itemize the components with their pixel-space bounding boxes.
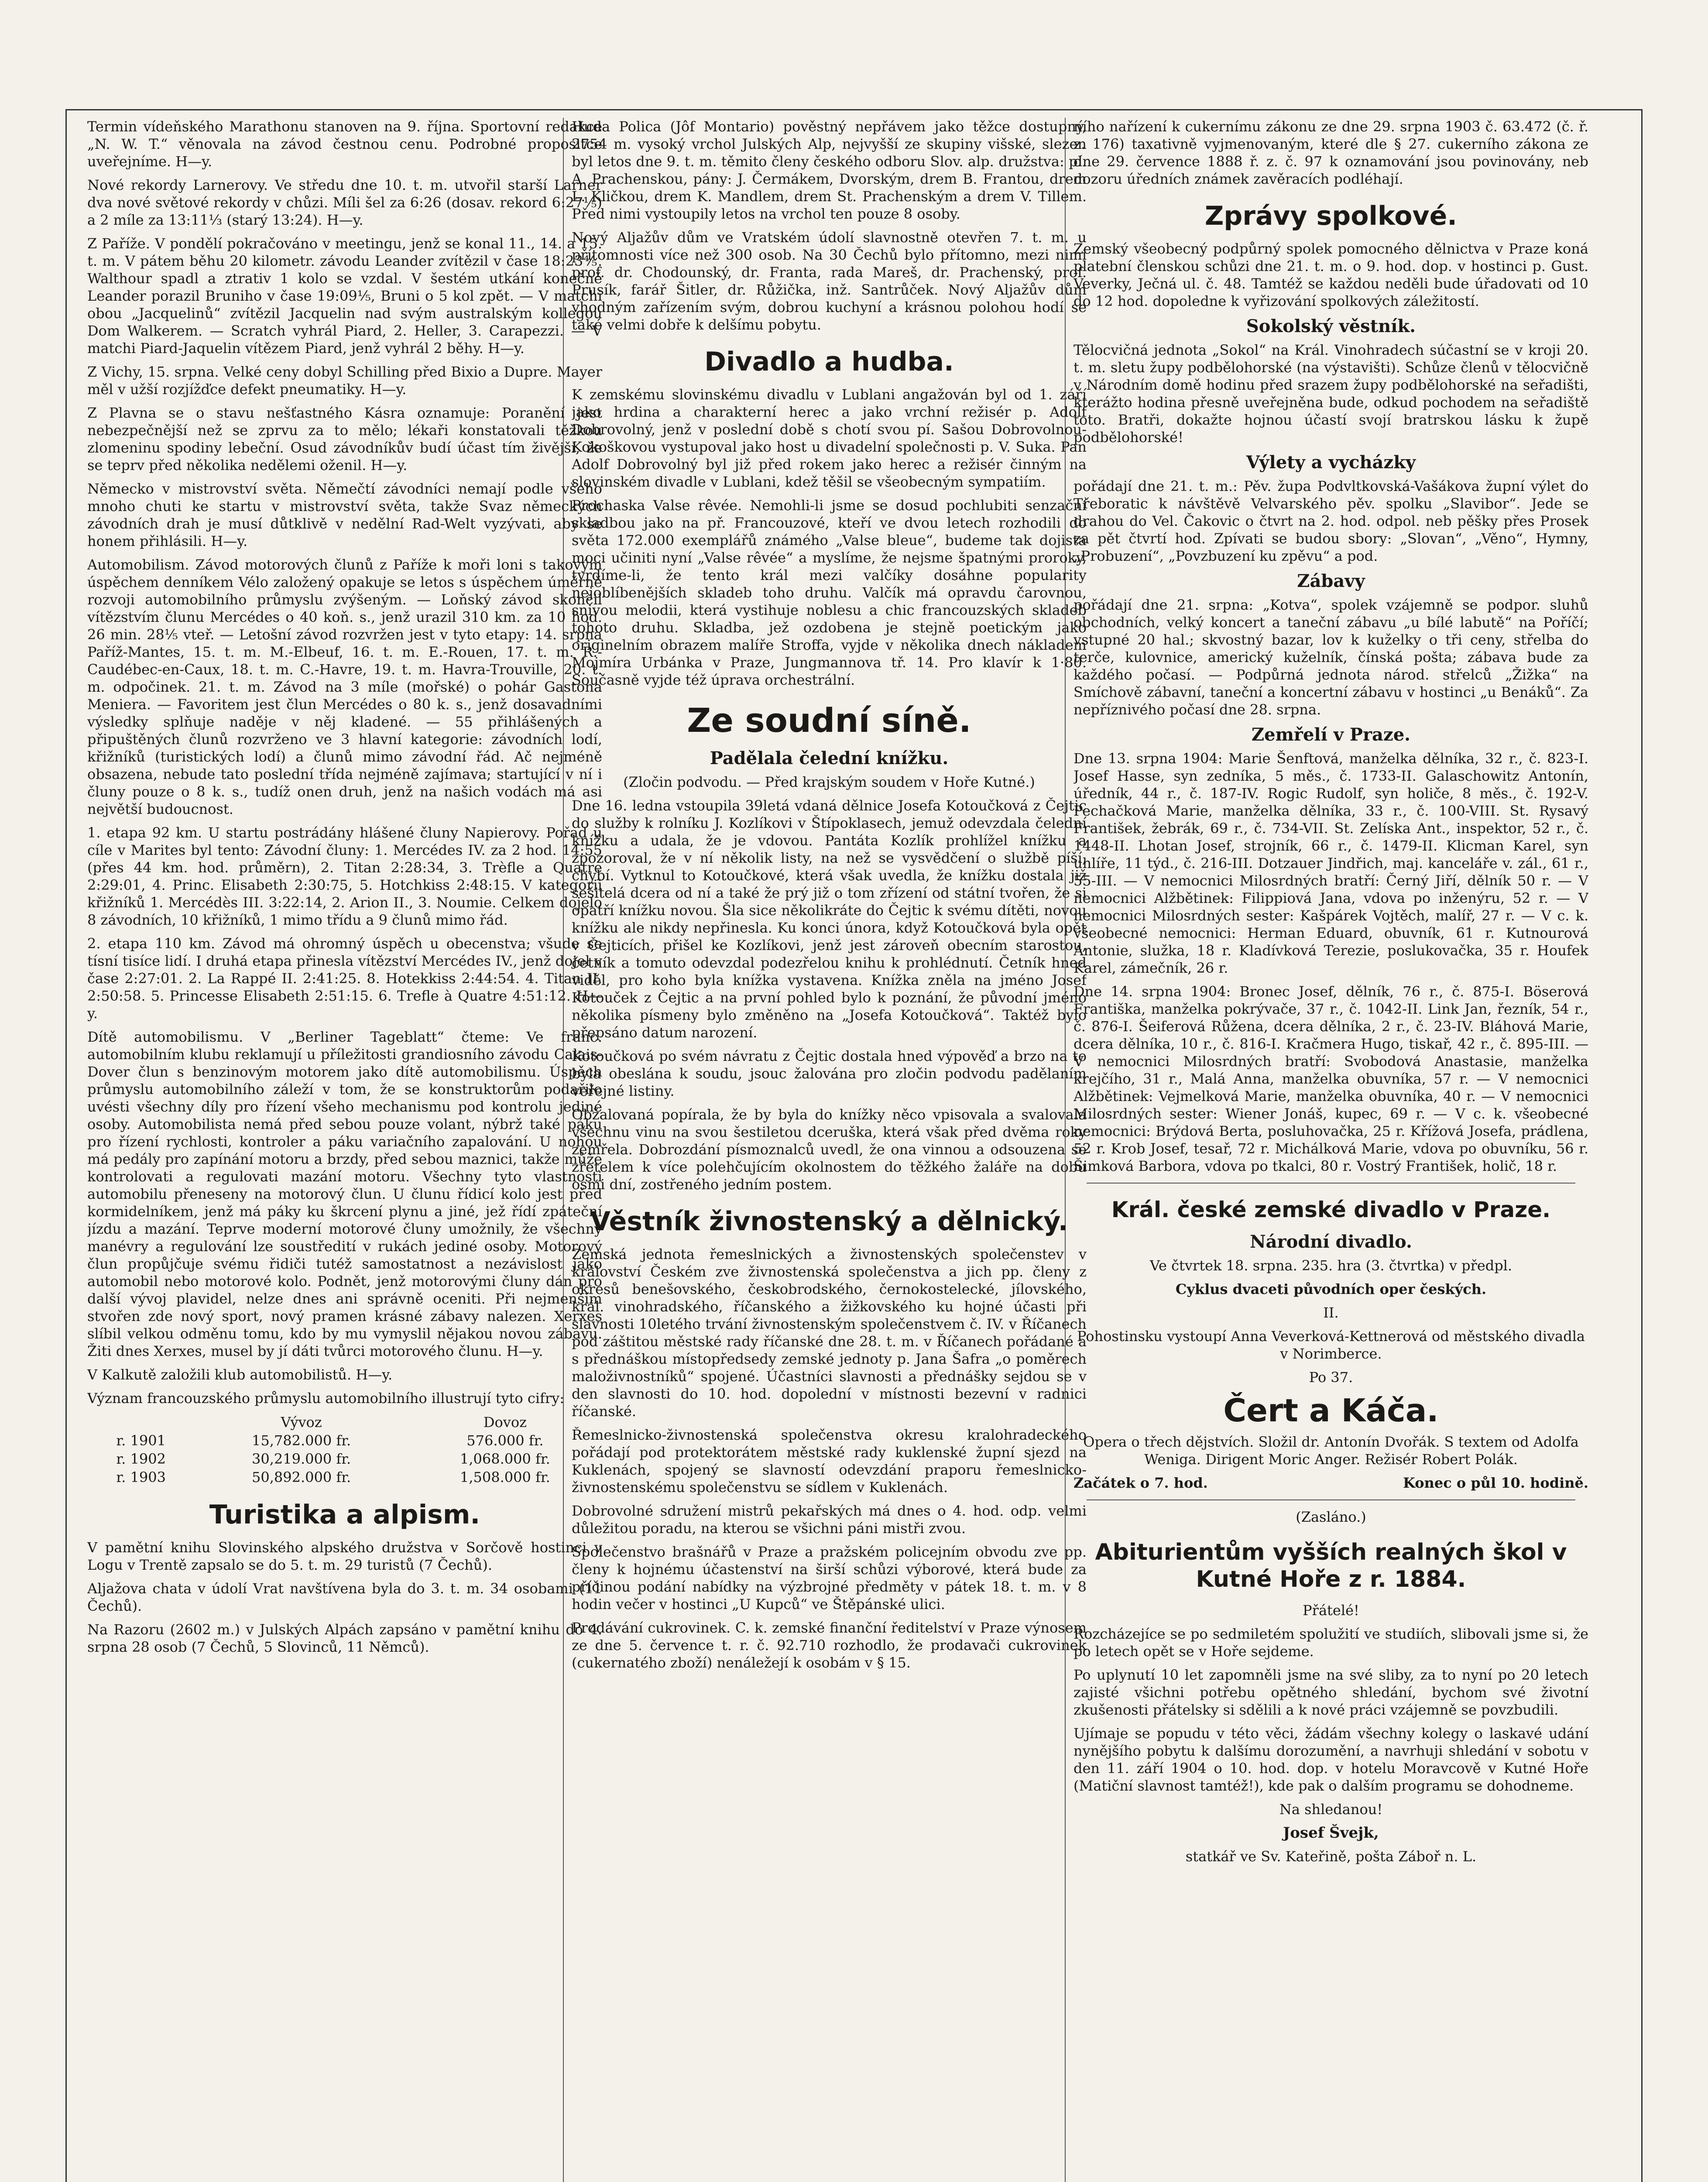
section-heading-tourism: Turistika a alpism.	[209, 1499, 480, 1530]
greeting: Přátelé!	[1303, 1602, 1359, 1619]
trade-note-1: Zemská jednota řemeslnických a živnostenských společenstev v království Českém zve živnostenská společenstva a jich pp. členy z okresů benešovského, českobrodského, černokostelecké, jílovského, král. vinohradského, říčanského a žižkovského ku hojné účasti při slavnosti 10letého trvání živnostenským společenstvem č. IV. v Říčanech pod záštitou městské rady říčanské dne 28. t. m. v Říčanech pořádané a s přednáškou místopředsedy zemské jednoty p. Jana Šafra „o poměrech maloživnostníků“ spojené. Účastníci slavnosti a přednášky sejdou se v den slavnosti do 10. hod. dopolední v místnosti bezevní v radnici říčanské.	[572, 1246, 1087, 1420]
section-heading-court: Ze soudní síně.	[687, 701, 971, 740]
sport-news-larner-records: Nové rekordy Larnerovy. Ve středu dne 10. t. m. utvořil starší Larner dva nové světové rekordy v chůzi. Míli šel za 6:26 (dosav. rekord 6:27⅕) a 2 míle za 13:11⅓ (starý 13:24). H—y.	[87, 177, 602, 228]
section-heading-graduates: Abiturientům vyšších realných škol v Kutné Hoře z r. 1884.	[1095, 1539, 1567, 1592]
farewell: Na shledanou!	[1279, 1801, 1383, 1818]
court-article-subtitle: (Zločin podvodu. — Před krajským soudem v Hoře Kutné.)	[623, 774, 1035, 790]
divider	[1087, 1499, 1575, 1500]
stage-1-report: 1. etapa 92 km. U startu postrádány hlášené čluny Napierovy. Pořad u cíle v Marites byl tento: Závodní čluny: 1. Mercédes IV. za 2 hod. 14:55 (přes 44 km. hod. průměrn), 2. Titan 2:28:34, 3. Trèfle a Quatre 2:29:01, 4. Princ. Elisabeth 2:30:75, 5. Hotchkiss 2:48:15. V kategorii křižníků 1. Mercédès III. 3:22:14, 2. Arion II., 3. Noumie. Celkem dojelo 8 závodních, 10 křižníků, 1 mimo třídu a 9 člunů mimo řád.	[87, 824, 602, 928]
opera-description: Opera o třech dějstvích. Složil dr. Antonín Dvořák. S textem od Adolfa Weniga. Dirigent Moric Anger. Režisér Robert Polák.	[1083, 1434, 1579, 1468]
sport-news-vichy: Z Vichy, 15. srpna. Velké ceny dobyl Schilling před Bixio a Dupre. Mayer měl v užší rozjížďce defekt pneumatiky. H—y.	[87, 364, 602, 398]
entertainment-note: pořádají dne 21. srpna: „Kotva“, spolek vzájemně se podpor. sluhů obchodních, velký koncert a taneční zábavu „u bílé labutě“ na Poříčí; vstupné 20 hal.; skvostný bazar, lov k kuželky o tři ceny, střelba do terče, kulovnice, americký kuželník, čínská pošta; zábava bude za každého počasí. — Podpůrná jednota národ. střelců „Žižka“ na Smíchově zábavní, taneční a koncertní zábavu v hostinci „u Benáků“. Za nepříznivého počasí dne 28. srpna.	[1074, 597, 1588, 718]
motorboat-article: Dítě automobilismu. V „Berliner Tageblatt“ čteme: Ve franc. automobilním klubu reklamují u příležitosti grandiosního závodu Calais-Dover člun s benzinovým motorem jako dítě automobilismu. Úspěch průmyslu automobilního záleží v tom, že se konstruktorům podařilo uvésti všechny díly pro řízení všeho mechanismu pod kontrolu jediné osoby. Automobilista nemá před sebou pouze volant, nýbrž také páku pro řízení rychlosti, kontroler a páku variačního zapalování. U nohou má pedály pro zapínání motoru a brzdy, před sebou maznici, takže může kontrolovati a regulovati mazání motoru. Všechny tyto vlastnosti automobilu přeneseny na motorový člun. U člunu řídicí kolo jest před kormidelníkem, jenž má páky ku škrcení plynu a jiné, jež řídí zpáteční jízdu a mazání. Teprve moderní motorové čluny umožnily, že všechny manévry a regulování lze soustředití v rukách jediné osoby. Motorový člun propůjčuje svému řidiči tutéž samostatnost a nezávislost jako automobil nebo motorové kolo. Podnět, jenž motorovými čluny dán pro další vývoj plavidel, nelze dnes ani správně oceniti. Při nejmenším stvořen zde nový sport, nový pramen krásné zábavy nalezen. Xerxes slíbil velkou odměnu tomu, kdo by mu vymyslil nějakou novou zábavu. Žiti dnes Xerxes, musel by jí dáti tvůrci motorového člunu. H—y.	[87, 1029, 602, 1359]
tourism-note-2: Aljažova chata v údolí Vrat navštívena byla do 3. t. m. 34 osobami (11 Čechů).	[87, 1580, 602, 1614]
table-cell: 576.000 fr.	[466, 1432, 544, 1449]
graduates-p3: Ujímaje se popudu v této věci, žádám všechny kolegy o laskavé udání nynějšího pobytu k dalšímu dorozumění, a navrhuji shledání v sobotu v den 11. září 1904 o 10. hod. dop. v hotelu Moravcově v Kutné Hoře (Matiční slavnost tamtéž!), kde pak o dalším programu se dohodneme.	[1074, 1725, 1588, 1794]
performance-date: Ve čtvrtek 18. srpna. 235. hra (3. čtvrtka) v předpl.	[1149, 1257, 1513, 1274]
performance-times	[1074, 1474, 1588, 1492]
subheading-deaths: Zemřelí v Praze.	[1251, 724, 1411, 745]
table-cell: r. 1902	[116, 1451, 166, 1467]
sent-label: (Zasláno.)	[1296, 1509, 1366, 1525]
section-heading-associations: Zprávy spolkové.	[1204, 201, 1458, 231]
tourism-aljaz-house: Nový Aljažův dům ve Vratském údolí slavnostně otevřen 7. t. m. u přítomnosti více než 300 osob. Na 30 Čechů bylo přítomno, mezi nimi prof. dr. Chodounský, dr. Franta, rada Mareš, dr. Prachenský, prof. Prusík, farář Šitler, dr. Růžička, inž. Santrůček. Nový Aljažův dům vhodným zařízením svým, dobrou kuchyní a krásnou polohou hodí se také velmi dobře k delšímu pobytu.	[572, 229, 1087, 333]
table-cell: 30,219.000 fr.	[252, 1451, 351, 1467]
subheading-national-theatre: Národní divadlo.	[1250, 1232, 1412, 1252]
subheading-sokol: Sokolský věstník.	[1246, 316, 1416, 336]
trade-note-2: Řemeslnicko-živnostenská společenstva okresu kralohradeckého pořádají pod protektorátem městské rady kuklenské župní sjezd na Kuklenách, spojený se slavností odevzdání praporu řemeslnicko-živnostenskému společenstvu se sídlem v Kuklenách.	[572, 1427, 1087, 1496]
cycle-number: II.	[1323, 1304, 1339, 1321]
section-heading-theatre: Divadlo a hudba.	[704, 347, 954, 377]
table-cell: r. 1901	[116, 1432, 166, 1449]
sport-news-vienna-marathon: Termin vídeňského Marathonu stanoven na 9. října. Sportovní redakce „N. W. T.“ věnovala na závod čestnou cenu. Podrobné propositce uveřejníme. H—y.	[87, 118, 602, 170]
column-left	[87, 118, 602, 2182]
table-header-row	[87, 1413, 602, 1431]
association-note: Zemský všeobecný podpůrný spolek pomocného dělnictva v Praze koná platební členskou schůzi dne 21. t. m. o 9. hod. dop. v hostinci p. Gust. Veverky, Ječná ul. č. 48. Tamtéž se každou neděli bude úřadovati od 10 do 12 hod. dopoledne k vyřizování spolkových záležitostí.	[1074, 240, 1588, 309]
automobilism-article: Automobilism. Závod motorových člunů z Paříže k moři loni s takovým úspěchem denníkem Vélo založený opakuje se letos s úspěchem úměrně rozvoji automobilního průmyslu zvýšeným. — Loňský závod skončil vítězstvím člunu Mercédes o 40 koň. s., jenž urazil 310 km. za 10 hod. 26 min. 28⅕ vteř. — Letošní závod rozvržen jest v tyto etapy: 14. srpna Paříž-Mantes, 15. t. m. M.-Elbeuf, 16. t. m. E.-Rouen, 17. t. m. R.-Caudébec-en-Caux, 18. t. m. C.-Havre, 19. t. m. Havra-Trouville, 20. t. m. odpočinek. 21. t. m. Závod na 3 míle (mořské) o pohár Gastona Meniera. — Favoritem jest člun Mercédes o 80 k. s., jenž dosavadními výsledky splňuje naděje v něj kladené. — 55 přihlášených a připuštěných člunů rozvrženo ve 3 hlavní kategorie: závodních lodí, křižníků (turistických lodí) a člunů mimo závodní řád. Ač nejméně obsazena, nebude tato poslední třída nejméně zajímava; startující v ní i čluny pouze o 8 k. s., tudíž onen druh, jenž na našich vodách má asi největší budoucnost.	[87, 556, 602, 817]
theatre-ljubljana-note: K zemskému slovinskému divadlu v Lublani angažován byl od 1. září jako hrdina a charakterní herec a jako vrchní režisér p. Adolf Dobrovolný, jenž v poslední době s chotí svou pí. Sašou Dobrovolnou-Kokoškovou vystupoval jako host u divadelní společnosti p. V. Suka. Pan Adolf Dobrovolný byl již před rokem jako herec a režisér činným na slovinském divadle v Lublani, kdež těšil se všeobecným sympatiím.	[572, 386, 1087, 490]
court-article-title: Padělala čelední knížku.	[710, 748, 949, 769]
subheading-entertainment: Zábavy	[1297, 571, 1365, 591]
signature-name: Josef Švejk,	[1283, 1824, 1379, 1842]
stage-2-report: 2. etapa 110 km. Závod má ohromný úspěch u obecenstva; všude se tísní tisíce lidí. I druhá etapa přinesla vítězství Mercédes IV., jenž dojel v čase 2:27:01. 2. La Rappé II. 2:41:25. 8. Hotekkiss 2:44:54. 4. Titan II. 2:50:58. 5. Princesse Elisabeth 2:51:15. 6. Trefle à Quatre 4:51:12. H—y.	[87, 935, 602, 1022]
trade-note-4: Společenstvo brašnářů v Praze a pražském policejním obvodu zve pp. členy k hojnému účastenství na širší schůzi výborové, která bude za příčinou podání nabídky na výzbrojné předměty v pátek 18. t. m. v 8 hodin večer v hostinci „U Kupců“ ve Štěpánské ulici.	[572, 1544, 1087, 1612]
opera-title: Čert a Káča.	[1223, 1392, 1439, 1429]
table-header	[87, 1413, 195, 1431]
court-article-p2: Kotoučková po svém návratu z Čejtic dostala hned výpověď a brzo na to byla obeslána k soudu, jsouc žalována pro zločin podvodu padělaním veřejné listiny.	[572, 1048, 1087, 1099]
column-middle	[572, 118, 1087, 2182]
trips-note: pořádají dne 21. t. m.: Pěv. župa Podvltkovská-Vašákova župní výlet do Třeboratic k návštěvě Velvarského pěv. spolku „Slavibor“. Jede se drahou do Vel. Čakovic o čtvrt na 2. hod. odpol. neb pěšky přes Prosek za pět čtvrtí hod. Zpívati se budou sbory: „Slovan“, „Věno“, Hymny, „Probuzení“, „Povzbuzení ku zpěvu“ a pod.	[1074, 478, 1588, 564]
sport-news-plavno: Z Plavna se o stavu nešťastného Kásra oznamuje: Poranění jest nebezpečnější než se zprvu za to mělo; lékaři konstatovali těžkou zlomeninu spodiny lebeční. Osud závodníkův budí účast tím živější, že se teprv před několika nedělemi oženil. H—y.	[87, 405, 602, 473]
section-heading-trade: Věstník živnostenský a dělnický.	[590, 1206, 1068, 1237]
trade-note-continued: ního nařízení k cukernímu zákonu ze dne 29. srpna 1903 č. 63.472 (č. ř. z. 176) taxativně vyjmenovaným, které dle § 27. cukerního zákona ze dne 29. července 1888 ř. z. č. 97 k oznamování jsou povinovány, neb dozoru úředních známek zavěracích podléhají.	[1074, 118, 1588, 187]
guest-performer: Pohostinsku vystoupí Anna Veverková-Kettnerová od městského divadla v Norimberce.	[1077, 1328, 1585, 1362]
court-article-p1: Dne 16. ledna vstoupila 39letá vdaná dělnice Josefa Kotoučková z Čejtic do služby k rolníku J. Kozlíkovi v Štípoklasech, jemuž odevzdala čelední knížku a udala, že je vdovou. Pantáta Kozlík prohlížel knížku a zpozoroval, že v ní několik listy, na než se vysvědčení o službě píší, chybí. Vytknul to Kotoučkové, která však uvedla, že knížku dostala již sešitelá dcera od ní a také že prý již o tom zřízení od státní tvořen, že si opatří knížku novou. Šla sice několikráte do Čejtic k svému dítěti, novou knížku ale nikdy nepřinesla. Ku konci února, když Kotoučková byla opět v Čejticích, přišel ke Kozlíkovi, jenž jest zároveň obecním starostou, četník a tomuto odevzdal podezřelou knihu k prohlédnutí. Četník hned viděl, pro koho byla knížka vystavena. Knížka zněla na jméno Josef Kotouček z Čejtic a na první pohled bylo k poznání, že původní jméno několika písmeny bylo změněno na „Josefa Kotoučková“. Taktéž bylo přepsáno datum narození.	[572, 797, 1087, 1041]
sport-news-germany: Německo v mistrovství světa. Němečtí závodníci nemají podle všeho mnoho chuti ke startu v mistrovství světa, takže Svaz německých závodních drah je musí důtklivě v nedělní Rad-Welt vyzývati, aby se honem přihlásili. H—y.	[87, 480, 602, 549]
table-header: Vývoz	[281, 1414, 322, 1431]
sport-news-paris: Z Paříže. V pondělí pokračováno v meetingu, jenž se konal 11., 14. a 15. t. m. V pátem běhu 20 kilometr. závodu Leander zvítězil v čase 18:23⅘. Walthour spadl a ztrativ 1 kolo se vzdal. V šestém utkání konečně Leander porazil Bruniho v čase 19:09⅕, Bruni o 5 kol zpět. — V matchi obou „Jacquelinů“ zvítězil Jacquelin nad svým australským kollegou Dom Walkerem. — Scratch vyhrál Piard, 2. Heller, 3. Carapezzi. — V matchi Piard-Jaquelin vítězem Piard, jenž vyhrál 2 běhy. H—y.	[87, 235, 602, 357]
performance-number: Po 37.	[1309, 1369, 1353, 1386]
start-time: Začátek o 7. hod.	[1074, 1475, 1208, 1491]
section-heading-theatre-prague: Král. české zemské divadlo v Praze.	[1111, 1197, 1551, 1222]
deaths-aug-13: Dne 13. srpna 1904: Marie Šenftová, manželka dělníka, 32 r., č. 823-I. Josef Hasse, syn zedníka, 5 měs., č. 1733-II. Galaschowitz Antonín, úředník, 44 r., č. 187-IV. Rogic Rudolf, syn holiče, 8 měs., č. 192-V. Pechačková Marie, manželka dělníka, 33 r., č. 100-VIII. St. Rysavý František, žebrák, 69 r., č. 734-VII. St. Zelíska Ant., inspektor, 52 r., č. 1448-II. Lhotan Josef, strojník, 66 r., č. 1479-II. Klicman Karel, syn uhlíře, 11 týd., č. 216-III. Dotzauer Jindřich, maj. kanceláře v. zál., 61 r., 55-III. — V nemocnici Milosrdných bratří: Černý Jiří, dělník 50 r. — V nemocnici Alžbětinek: Filippiová Jana, vdova po inženýru, 52 r. — V nemocnici Milosrdných sester: Kašpárek Vojtěch, malíř, 27 r. — V c. k. všeobecné nemocnici: Herman Eduard, obuvník, 61 r. Kutnourová Antonie, služka, 18 r. Kladívková Terezie, poslukovačka, 35 r. Houfek Karel, zámečník, 26 r.	[1074, 750, 1588, 976]
subheading-trips: Výlety a vycházky	[1246, 452, 1416, 473]
court-article-p3: Obžalovaná popírala, že by byla do knížky něco vpisovala a svalovala všechnu vinu na svou šestiletou dceruška, která však před dvěma roky zemřela. Dobrozdání písmoznalců uvedl, že ona vinnou a odsouzena se zřetelem k více polehčujícím okolnostem do těžkého žaláře na dobu osmi dní, zostřeného jedním postem.	[572, 1106, 1087, 1193]
graduates-p1: Rozcházejíce se po sedmiletém spolužití ve studiích, slibovali jsme si, že po letech opět se v Hoře sejdeme.	[1074, 1626, 1588, 1660]
signature-address: statkář ve Sv. Kateřině, pošta Záboř n. L.	[1185, 1848, 1477, 1865]
trade-note-5: Prodávání cukrovinek. C. k. zemské finanční ředitelství v Praze výnosem ze dne 5. července t. r. č. 92.710 rozhodlo, že prodavači cukrovinek (cukernatého zboží) nenáležejí k osobám v § 15.	[572, 1619, 1087, 1671]
sokol-note: Tělocvičná jednota „Sokol“ na Král. Vinohradech súčastní se v kroji 20. t. m. sletu župy podbělohorské (na výstavišti). Schůze členů v tělocvičně v Národním domě hodinu před srazem župy podbělohorské na seřadišti, kterážto hodina přesně uveřejněna bude, odkud pochodem na seřadiště toto. Bratři, dokažte hojnou účastí svojí bratrskou lásku k župě podbělohorské!	[1074, 342, 1588, 446]
tourism-note-3: Na Razoru (2602 m.) v Julských Alpách zapsáno v pamětní knihu do 4. srpna 28 osob (7 Čechů, 5 Slovinců, 11 Němců).	[87, 1621, 602, 1655]
table-cell: 1,508.000 fr.	[460, 1469, 550, 1486]
trade-note-3: Dobrovolné sdružení mistrů pekařských má dnes o 4. hod. odp. velmi důležitou poradu, na kterou se všichni páni mistři zvou.	[572, 1503, 1087, 1537]
table-cell: r. 1903	[116, 1469, 166, 1486]
table-row	[87, 1450, 602, 1468]
calcutta-club-note: V Kalkutě založili klub automobilistů. H—y.	[87, 1366, 393, 1383]
opera-cycle: Cyklus dvaceti původních oper českých.	[1175, 1281, 1487, 1297]
table-header: Dovoz	[483, 1414, 527, 1431]
deaths-aug-14: Dne 14. srpna 1904: Bronec Josef, dělník, 76 r., č. 875-I. Böserová Františka, manželka pokrývače, 37 r., č. 1042-II. Link Jan, řezník, 54 r., č. 876-I. Šeiferová Růžena, dcera dělníka, 2 r., č. 23-IV. Bláhová Marie, dcera dělníka, 10 r., č. 816-I. Kračmera Hugo, tiskař, 42 r., č. 895-III. — V nemocnici Milosrdných bratří: Svobodová Anastasie, manželka krejčího, 31 r., Malá Anna, manželka obuvníka, 57 r. — V nemocnici Alžbětinek: Vejmelková Marie, manželka obuvníka, 40 r. — V nemocnici Milosrdných sester: Wiener Jonáš, kupec, 69 r. — V c. k. všeobecné nemocnici: Brýdová Berta, posluhovačka, 25 r. Křížová Josefa, prádlena, 52 r. Krob Josef, tesař, 72 r. Michálková Marie, vdova po obuvníku, 56 r. Šimková Barbora, vdova po tkalci, 80 r. Vostrý František, holič, 18 r.	[1074, 983, 1588, 1174]
end-time: Konec o půl 10. hodině.	[1403, 1475, 1588, 1491]
music-valse-note: Prochaska Valse rêvée. Nemohli-li jsme se dosud pochlubiti senzační skladbou jako na př. Francouzové, kteří ve dvou letech rozhodili do světa 172.000 exemplářů známého „Valse bleue“, budeme tak dojista moci učiniti nyní „Valse rêvée“ a myslíme, že nejsme špatnými proroky, tvrdíme-li, že tento král mezi valčíky dosáhne popularity nejoblíbenějších skladeb toho druhu. Valčík má opravdu čarovnou, snivou melodii, která vystihuje noblesu a chic francouzských skladeb tohoto druhu. Skladba, jež ozdobena je stejně poetickým jako originelním obrazem malíře Stroffa, vyjde v několika dnech nákladem Mojmíra Urbánka v Praze, Jungmannova tř. 14. Pro klavír k 1·80. Současně vyjde též úprava orchestrální.	[572, 497, 1087, 688]
industry-figures-intro: Význam francouzského průmyslu automobilního illustrují tyto cifry:	[87, 1390, 564, 1407]
table-row	[87, 1431, 602, 1450]
table-cell: 1,068.000 fr.	[460, 1451, 550, 1467]
divider	[1087, 1183, 1575, 1184]
export-import-table	[87, 1413, 602, 1486]
table-row	[87, 1468, 602, 1486]
column-right	[1074, 118, 1588, 2182]
graduates-p2: Po uplynutí 10 let zapomněli jsme na své sliby, za to nyní po 20 letech zajisté všichni potřebu opětného shledání, bychom své životní zkušenosti přátelsky si sdělili a k nové práci vzájemně se povzbudili.	[1074, 1667, 1588, 1718]
tourism-huda-polica: Huda Polica (Jôf Montario) pověstný nepřávem jako těžce dostupný, 2754 m. vysoký vrchol Julských Alp, nejvyšší ze skupiny višské, slezen byl letos dne 9. t. m. těmito členy českého odboru Slov. alp. družstva: pí. A. Prachenskou, pány: J. Čermákem, Dvorským, drem B. Frantou, drem L. Kličkou, drem K. Mandlem, drem St. Prachenským a drem V. Tillem. Před nimi vystoupily letos na vrchol ten pouze 8 osoby.	[572, 118, 1087, 222]
tourism-note-1: V pamětní knihu Slovinského alpského družstva v Sorčově hostinci v Logu v Trentě zapsalo se do 5. t. m. 29 turistů (7 Čechů).	[87, 1539, 602, 1573]
table-cell: 50,892.000 fr.	[252, 1469, 351, 1486]
table-cell: 15,782.000 fr.	[252, 1432, 351, 1449]
